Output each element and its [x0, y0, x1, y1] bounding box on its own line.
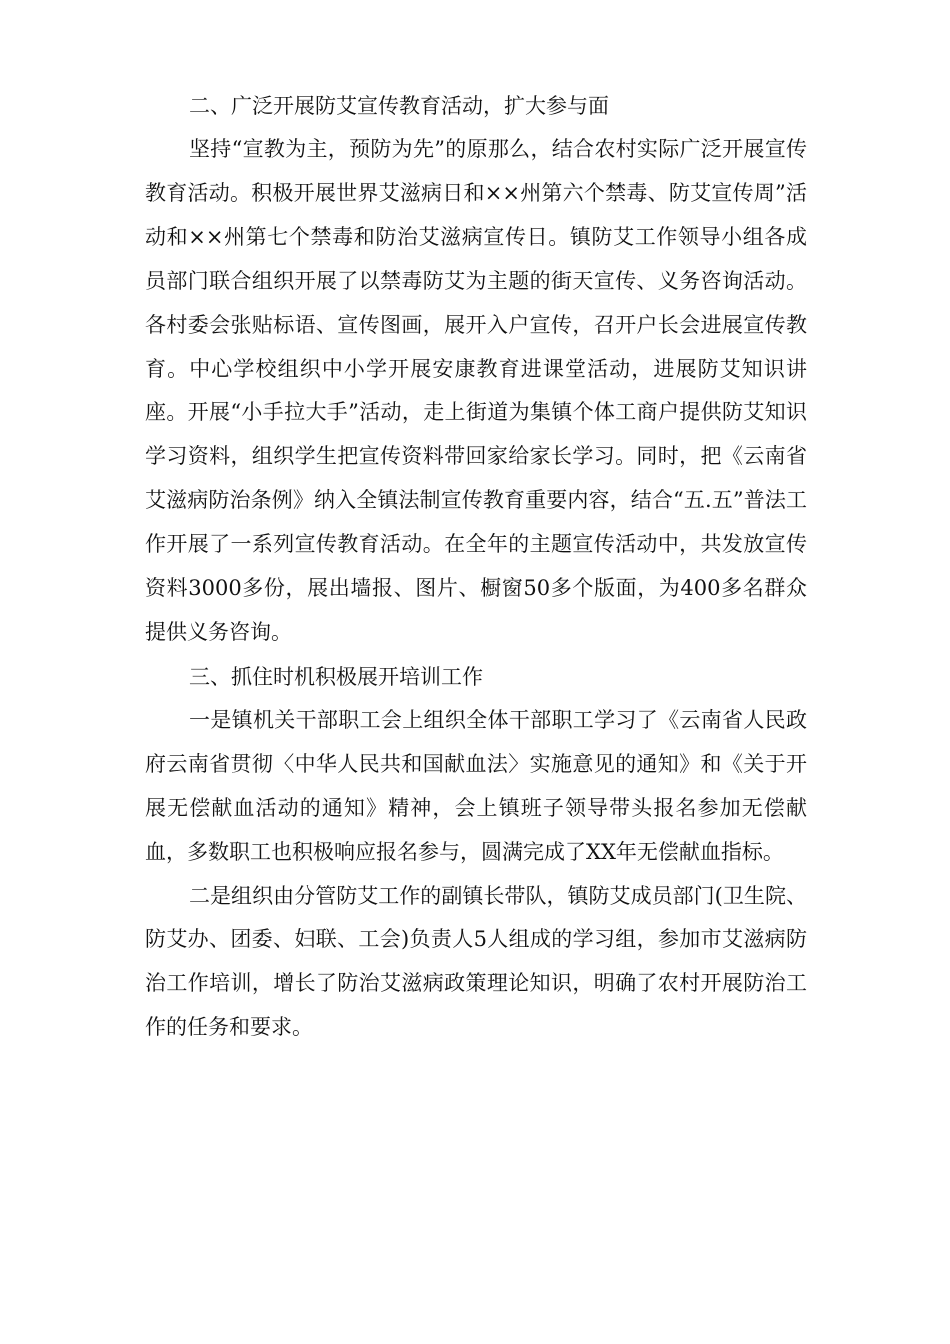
paragraph: 一是镇机关干部职工会上组织全体干部职工学习了《云南省人民政府云南省贯彻〈中华人民共和国献血法〉实施意见的通知》和《关于开展无偿献血活动的通知》精神，会上镇班子领导带头报名参加无偿献血，多数职工也积极响应报名参与，圆满完成了XX年无偿献血指标。 — [145, 707, 807, 864]
section-heading: 三、抓住时机积极展开培训工作 — [189, 664, 483, 689]
paragraph: 坚持“宣教为主，预防为先”的原那么，结合农村实际广泛开展宣传教育活动。积极开展世界艾滋病日和××州第六个禁毒、防艾宣传周”活动和××州第七个禁毒和防治艾滋病宣传日。镇防艾工作领导小组各成员部门联合组织开展了以禁毒防艾为主题的街天宣传、义务咨询活动。各村委会张贴标语、宣传图画，展开入户宣传，召开户长会进展宣传教育。中心学校组织中小学开展安康教育进课堂活动，进展防艾知识讲座。开展“小手拉大手”活动，走上街道为集镇个体工商户提供防艾知识学习资料，组织学生把宣传资料带回家给家长学习。同时，把《云南省艾滋病防治条例》纳入全镇法制宣传教育重要内容，结合“五.五”普法工作开展了一系列宣传教育活动。在全年的主题宣传活动中，共发放宣传资料3000多份，展出墙报、图片、橱窗50多个版面，为400多名群众提供义务咨询。 — [145, 137, 807, 644]
document-body — [145, 84, 807, 1050]
paragraph: 二是组织由分管防艾工作的副镇长带队，镇防艾成员部门(卫生院、防艾办、团委、妇联、工会)负责人5人组成的学习组，参加市艾滋病防治工作培训，增长了防治艾滋病政策理论知识，明确了农村开展防治工作的任务和要求。 — [145, 883, 807, 1040]
section-heading: 二、广泛开展防艾宣传教育活动，扩大参与面 — [189, 94, 609, 118]
